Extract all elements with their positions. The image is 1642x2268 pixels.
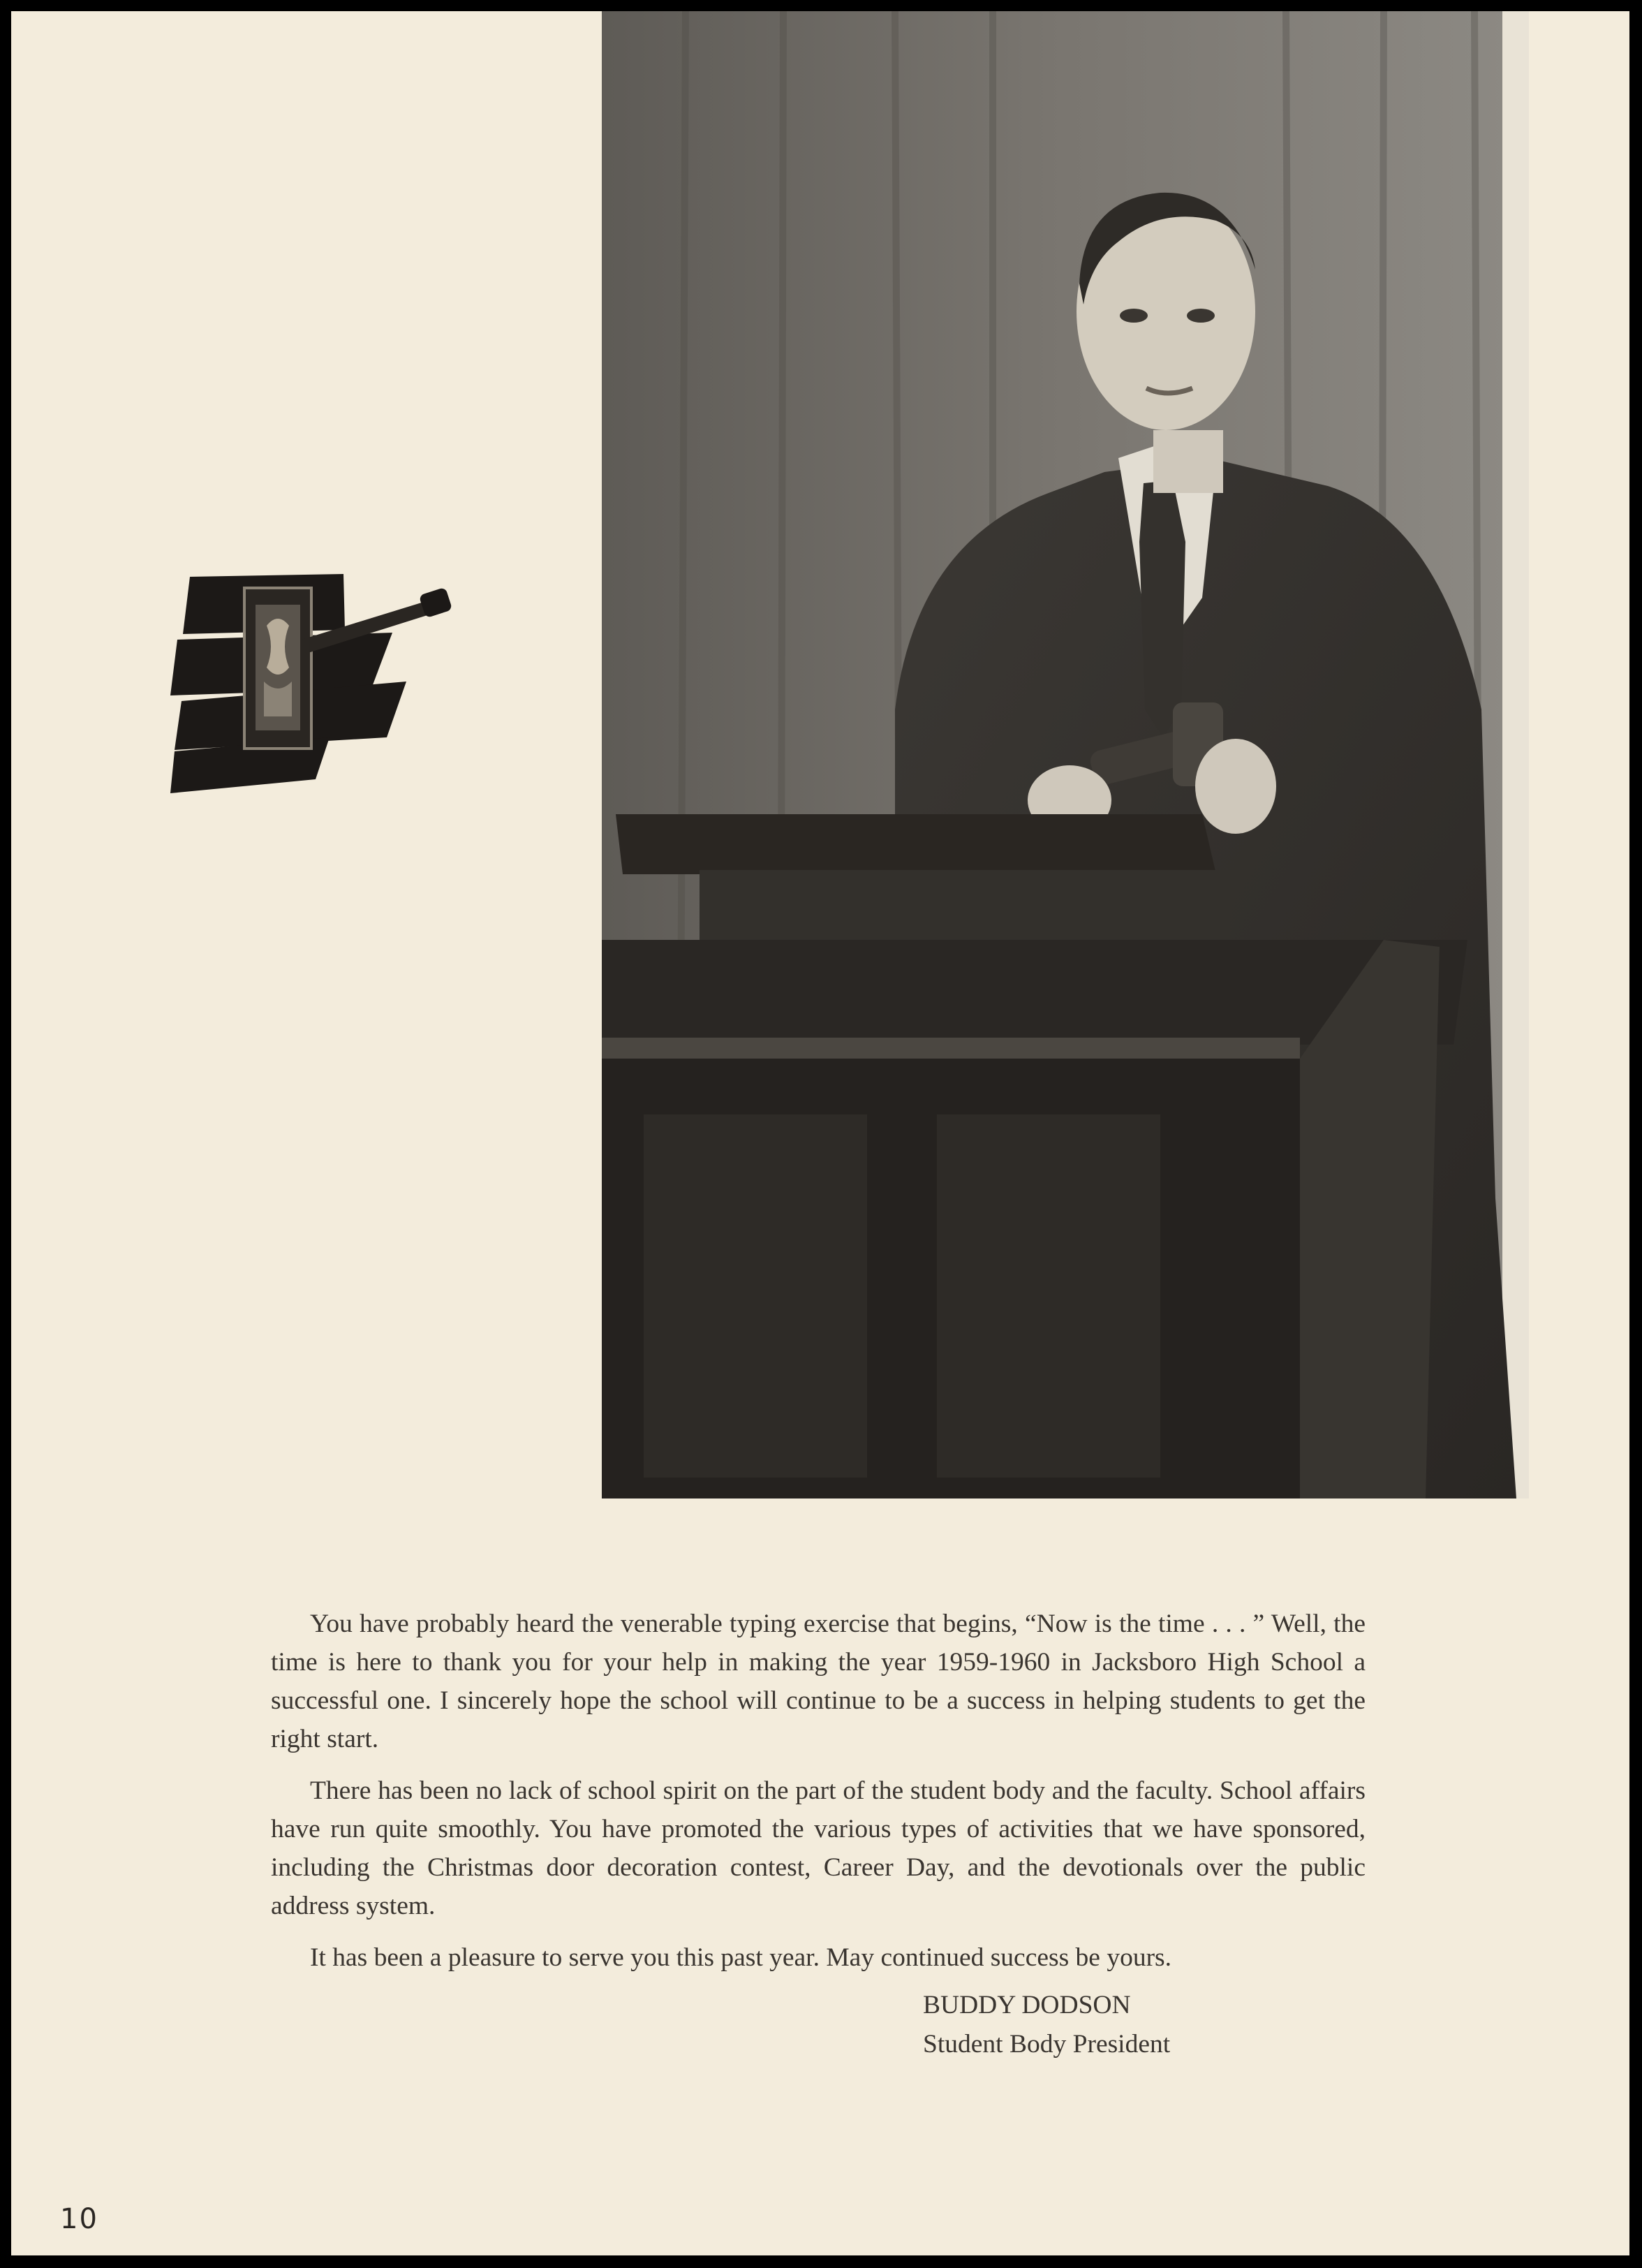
gavel-banner-icon — [162, 563, 462, 793]
signer-title: Student Body President — [923, 2030, 1171, 2059]
letter-paragraph: You have probably heard the venerable typing exercise that begins, “Now is the time . . . ” Well, the time is here to thank you for your help in making the year 1959-1960 in Jacksboro High School a successful one. I sincerely hope the school will continue to be a success in helping students to get the right start. — [271, 1610, 1366, 1753]
page-number: 10 — [60, 2203, 98, 2235]
signer-name: BUDDY DODSON — [923, 1991, 1131, 2019]
yearbook-page — [11, 11, 1629, 2255]
student-president-photo — [602, 11, 1529, 1498]
letter-paragraph: It has been a pleasure to serve you this past year. May continued success be yours. — [310, 1943, 1172, 1972]
signature-block — [923, 1986, 1170, 2064]
letter-paragraph: There has been no lack of school spirit on the part of the student body and the faculty. School affairs have run quite smoothly. You have promoted the various types of activities that we have sponsored, including the Christmas door decoration contest, Career Day, and the devotionals over the public address system. — [271, 1776, 1366, 1920]
president-letter — [271, 1605, 1366, 1990]
